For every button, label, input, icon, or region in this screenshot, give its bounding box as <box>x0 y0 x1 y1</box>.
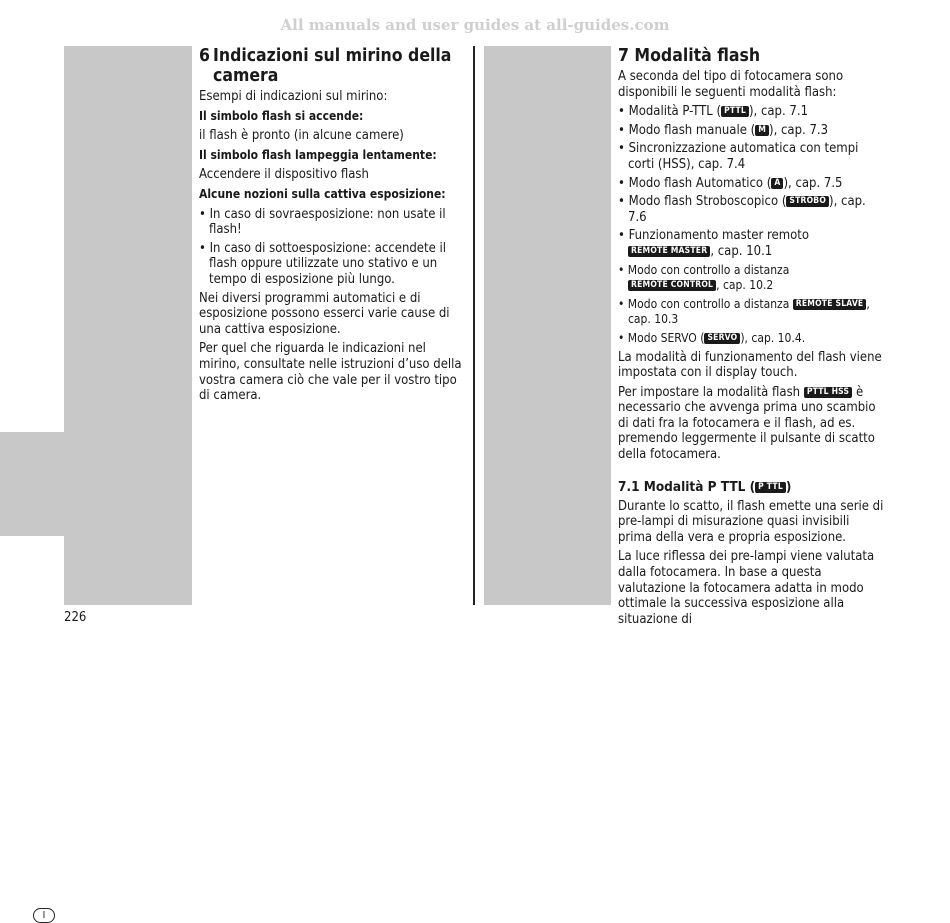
pttl-badge: PTTL <box>721 106 749 117</box>
list-item-remote-control: • Modo con controllo a distanza REMOTE CONTROL , cap. 10.2 <box>618 262 790 293</box>
list-item: • In caso di sottoesposizione: accendete il flash oppure utilizzate uno stativo e un tempo di esposizione più lungo. <box>199 240 446 287</box>
watermark: All manuals and user guides at all-guides.com <box>280 16 670 34</box>
a-badge: A <box>771 178 783 189</box>
paragraph: Per quel che riguarda le indicazioni nel mirino, consultate nelle istruzioni d’uso della vostra camera ciò che vale per il vostro tipo di camera. <box>199 341 462 404</box>
title-line-2: camera <box>213 66 279 86</box>
left-margin-bar <box>64 46 192 605</box>
servo-badge: SERVO <box>704 333 740 344</box>
paragraph: La modalità di funzionamento del flash viene impostata con il display touch. <box>618 349 882 381</box>
text-turn-on: Accendere il dispositivo flash <box>199 167 369 183</box>
paragraph: Per impostare la modalità flash PTTL HSS è necessario che avvenga prima uno scambio di dati fra la fotocamera e il flash, ad es. premendo leggermente il pulsante di scatto della fotocamera. <box>618 384 876 463</box>
list-item-manual: • Modo flash manuale ( M ), cap. 7.3 <box>618 122 829 138</box>
section-6-title <box>199 46 469 86</box>
list-item-pttl: • Modalità P-TTL ( PTTL ), cap. 7.1 <box>618 104 809 120</box>
subheading-exposure: Alcune nozioni sulla cattiva esposizione: <box>199 186 446 201</box>
intro-text: A seconda del tipo di fotocamera sono disponibili le seguenti modalità flash: <box>618 69 844 100</box>
list-item-strobo: • Modo flash Stroboscopico ( STROBO ), cap. 7.6 <box>618 194 866 225</box>
section-7-1-title: 7.1 Modalità P TTL ( P TTL ) <box>618 478 792 495</box>
right-column <box>618 46 884 631</box>
list-item-servo: • Modo SERVO ( SERVO ), cap. 10.4. <box>618 330 806 345</box>
m-badge: M <box>755 125 769 136</box>
section-7-title: 7 Modalità flash <box>618 46 761 66</box>
paragraph: Durante lo scatto, il flash emette una serie di pre-lampi di misurazione quasi invisibili prima della vera e propria esposizione. <box>618 498 884 545</box>
list-item-remote-slave: • Modo con controllo a distanza REMOTE SLAVE , cap. 10.3 <box>618 296 870 327</box>
column-divider <box>473 46 475 605</box>
list-item: • In caso di sovraesposizione: non usate il flash! <box>199 206 446 238</box>
remote-control-badge: REMOTE CONTROL <box>628 280 716 291</box>
page-number: 226 <box>64 610 87 625</box>
strobo-badge: STROBO <box>786 196 829 207</box>
section-number: 6 <box>199 46 210 66</box>
right-margin-bar <box>484 46 611 605</box>
list-item-auto: • Modo flash Automatico ( A ), cap. 7.5 <box>618 175 843 191</box>
subheading-blinks: Il simbolo flash lampeggia lentamente: <box>199 147 437 162</box>
intro-text: Esempi di indicazioni sul mirino: <box>199 89 388 104</box>
language-tab-bar <box>0 432 64 921</box>
list-item-hss: • Sincronizzazione automatica con tempi corti (HSS), cap. 7.4 <box>618 141 859 172</box>
remote-master-badge: REMOTE MASTER <box>628 246 710 257</box>
pttl-hss-badge: PTTL HSS <box>804 387 852 398</box>
text-ready: il flash è pronto (in alcune camere) <box>199 128 404 144</box>
language-tab-label: I <box>33 908 55 923</box>
title-line-1: Indicazioni sul mirino della <box>213 46 452 66</box>
p-ttl-badge: P TTL <box>755 482 786 493</box>
paragraph: La luce riflessa dei pre-lampi viene valutata dalla fotocamera. In base a questa valutazione la fotocamera adatta in modo ottimale la successiva esposizione alla situazione di <box>618 549 875 627</box>
subheading-lights: Il simbolo flash si accende: <box>199 108 364 123</box>
remote-slave-badge: REMOTE SLAVE <box>793 299 867 310</box>
list-item-remote-master: • Funzionamento master remoto REMOTE MASTER , cap. 10.1 <box>618 228 809 259</box>
flash-mode-list <box>618 104 884 346</box>
exposure-list <box>199 207 469 288</box>
left-column <box>199 46 469 408</box>
paragraph: Nei diversi programmi automatici e di esposizione possono esserci varie cause di una cattiva esposizione. <box>199 290 450 337</box>
